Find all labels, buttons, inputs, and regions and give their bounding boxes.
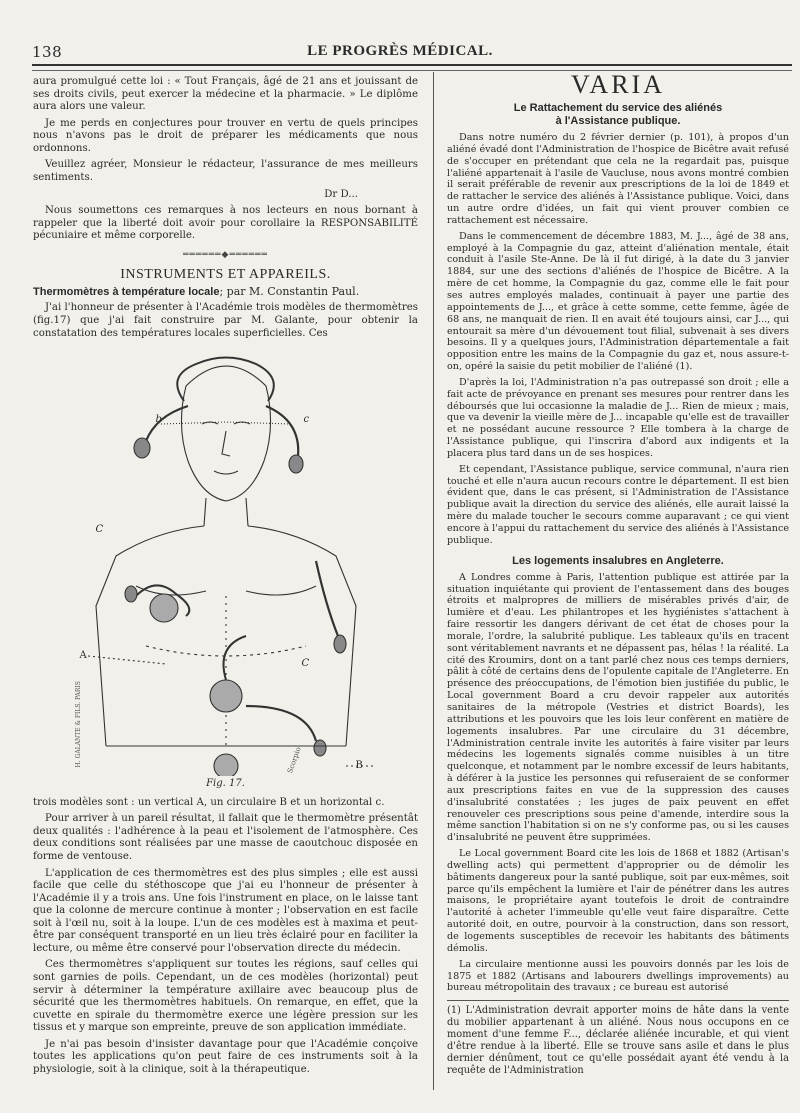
article-paragraph: J'ai l'honneur de présenter à l'Académie trois modèles de thermomètres (fig.17) que j'ai fait construire par M. Galante, pour obtenir la constatation des températures locales superficielles. Ces xyxy=(33,302,418,339)
editorial-note: Nous soumettons ces remarques à nos lecteurs en nous bornant à rappeler que la liberté doit avoir pour corollaire la RESPONSABILITÉ pécuniaire et même corporelle. xyxy=(33,205,418,242)
figure-caption: Fig. 17. xyxy=(206,778,245,790)
page-number: 138 xyxy=(32,43,63,61)
article-paragraph: Et cependant, l'Assistance publique, service communal, n'aura rien touché et elle n'aura aucun recours contre le département. Il est bien évident que, dans le cas présent, si l'Administration de l'Assistance publique avait la direction du service des aliénés, elle aurait laissé la mère du malade toucher le secours comme auparavant ; ce qui vient encore à l'appui du rattachement du service des aliénés à l'Assistance publique. xyxy=(447,463,789,546)
article-paragraph: trois modèles sont : un vertical A, un circulaire B et un horizontal c. xyxy=(33,796,385,808)
figure-artist-signature: Scorpio xyxy=(285,746,303,775)
thermometer-illustration xyxy=(76,346,376,776)
footnote: (1) L'Administration devrait apporter moins de hâte dans la vente du mobilier appartenant à un aliéné. Nous nous occupons en ce moment d'une femme F..., déclarée aliénée incurable, et qui vient d'être rendue à la liberté. Elle se trouve sans asile et dans le plus dernier dénûment, tout ce qu'elle possédait ayant été vendu à la requête de l'Administration xyxy=(447,1000,789,1077)
article-paragraph: Dans le commencement de décembre 1883, M. J..., âgé de 38 ans, employé à la Compagnie du gaz, atteint d'aliénation mentale, était conduit à l'asile Ste-Anne. De là il fut dirigé, à la date du 3 janvier 1884, sur une des sections d'aliénés de l'hospice de Bicêtre. A la mère de cet homme, la Compagnie du gaz, comme elle le fait pour ses autres employés malades, continuait à payer une partie des appointements de J..., et grâce à cette somme, cette femme, âgée de 68 ans, ne manquait de rien. Il en avait été toujours ainsi, car J..., qui entourait sa mère d'un dévouement tout filial, subvenait à ses divers besoins. Il y a quelques jours, l'Administration départementale a fait opposition entre les mains de la Compagnie du gaz et, nous assure-t-on, opéré la saisie du petit mobilier de l'aliéné (1). xyxy=(447,230,789,373)
letter-closing: Veuillez agréer, Monsieur le rédacteur, l'assurance de mes meilleurs sentiments. xyxy=(33,159,418,183)
article-title-alienes xyxy=(447,102,789,128)
article-author: ; par M. Constantin Paul. xyxy=(219,284,360,298)
article-paragraph: L'application de ces thermomètres est des plus simples ; elle est aussi facile que celle du stéthoscope que j'ai eu l'honneur de présenter à l'Académie il y a trois ans. Une fois l'instrument en place, on le laisse tant que la colonne de mercure continue à monter ; l'observation en est facile soit à l'œil nu, soit à la loupe. L'un de ces modèles est à maxima et peut-être par conséquent transporté en un lieu très éclairé pour en faciliter la lecture, ou même être conservé pour l'observation directe du médecin. xyxy=(33,867,418,954)
figure-label-C-lower: C xyxy=(301,658,310,670)
article-paragraph: A Londres comme à Paris, l'attention publique est attirée par la situation inquiétante qui provient de l'entassement dans des bouges étroits et malpropres de milliers de misérables privés d'air, de lumière et d'eau. Les philantropes et les hygiénistes s'attachent à faire ressortir les dangers dérivant de cet état de choses pour la morale, l'ordre, la salubrité publique. Les tableaux qu'ils en tracent sont véritablement navrants et ne dépassent pas, hélas ! la réalité. La cité des Kroumirs, dont on a tant parlé chez nous ces temps derniers, pâlit à côté de certains dens de l'opulente capitale de l'Angleterre. En présence des préoccupations, de l'émotion bien justifiée du public, le Local government Board a cru devoir rappeler aux autorités sanitaires de la métropole (Vestries et district Boards), les attributions et les pouvoirs que les lois leur confèrent en matière de logements insalubres. Par une circulaire du 31 décembre, l'Administration centrale invite les autorités à faire visiter par leurs médecins les logements signalés comme nuisibles à un titre quelconque, et notamment par le nombre excessif de leurs habitants, à déférer à la justice les personnes qui refuseraient de se conformer aux prescriptions faites en vue de la suppression des causes d'insalubrité constatées ; les juges de paix peuvent en effet renouveler ces prescriptions sous peine d'amende, interdire sous la même sanction l'habitation si on ne s'y conforme pas, ou si les causes d'insalubrité ne peuvent être supprimées. xyxy=(447,571,789,844)
figure-engraver-credit: H. GALANTE & FILS. PARIS xyxy=(74,681,82,768)
letter-intro: aura promulgué cette loi : « Tout Français, âgé de 21 ans et jouissant de ses droits civils, peut exercer la médecine et la pharmacie. » Le diplôme aura alors une valeur. xyxy=(33,76,418,113)
article-paragraph: Ces thermomètres s'appliquent sur toutes les régions, sauf celles qui sont garnies de poils. Cependant, un de ces modèles (horizontal) peut servir à déterminer la température axillaire avec beaucoup plus de sécurité que les thermomètres habituels. On remarque, en effet, que la cuvette en spirale du thermomètre exerce une légère pression sur les tissus et y marque son empreinte, preuve de son application immédiate. xyxy=(33,959,418,1034)
article-paragraph: Le Local government Board cite les lois de 1868 et 1882 (Artisan's dwelling acts) qui permettent d'approprier ou de démolir les bâtiments dangereux pour la santé publique, soit par eux-mêmes, soit parce qu'ils empêchent la lumière et l'air de pénétrer dans les autres maisons, le propriétaire ayant toutefois le droit de contraindre l'autorité à acheter l'immeuble qu'elle veut faire disparaître. Cette autorité doit, en outre, pourvoir à la construction, dans son ressort, de logements susceptibles de recevoir les habitants des bâtiments démolis. xyxy=(447,848,789,954)
journal-title: LE PROGRÈS MÉDICAL. xyxy=(307,43,493,59)
section-title-instruments: INSTRUMENTS ET APPAREILS. xyxy=(120,267,331,283)
article-paragraph: Pour arriver à un pareil résultat, il fallait que le thermomètre présentât deux qualités : l'adhérence à la peau et l'isolement de l'atmosphère. Ces deux conditions sont réalisées par une masse de caoutchouc disposée en forme de ventouse. xyxy=(33,813,418,862)
article-title-line: à l'Assistance publique. xyxy=(555,115,681,127)
letter-paragraph: Je me perds en conjectures pour trouver en vertu de quels principes nous n'avons pas le droit de préparer les médicaments que nous ordonnons. xyxy=(33,117,418,154)
article-paragraph: La circulaire mentionne aussi les pouvoirs donnés par les lois de 1875 et 1882 (Artisans and labourers dwellings improvements) au bureau métropolitain des travaux ; ce bureau est autorisé xyxy=(447,958,789,994)
figure-label-A: A xyxy=(79,650,87,662)
article-paragraph: Je n'ai pas besoin d'insister davantage pour que l'Académie conçoive toutes les applications qu'on peut faire de ces instruments soit à la physiologie, soit à la clinique, soit à la thérapeutique. xyxy=(33,1038,418,1075)
column-divider xyxy=(433,72,434,1090)
figure-17 xyxy=(76,346,376,776)
article-title: Thermomètres à température locale xyxy=(33,285,220,298)
figure-label-b: b xyxy=(155,414,162,426)
figure-label-C-upper: C xyxy=(95,524,104,536)
right-column xyxy=(447,70,789,1077)
letter-signature: Dr D... xyxy=(324,188,358,200)
article-paragraph: D'après la loi, l'Administration n'a pas outrepassé son droit ; elle a fait acte de prévoyance en prenant ses mesures pour rentrer dans les déboursés que lui occasionne la maladie de J... Rien de mieux ; mais, que va devenir la vieille mère de J... incapable qu'elle est de travailler et ne possédant aucune ressource ? Elle tombera à la charge de l'Assistance publique, qui l'inscrira d'abord aux indigents et la placera plus tard dans un de ses hospices. xyxy=(447,376,789,459)
left-column xyxy=(33,76,418,1081)
article-paragraph: Dans notre numéro du 2 février dernier (p. 101), à propos d'un aliéné évadé dont l'Administration de l'hospice de Bicêtre avait refusé de s'occuper en prétendant que cela ne la regardait pas, puisque l'aliéné appartenait à l'asile de Vaucluse, nous avons montré combien il serait préférable de revenir aux prescriptions de la loi de 1849 et de rattacher le service des aliénés à l'Assistance publique. Voici, dans un autre ordre d'idées, un fait qui vient prouver combien ce rattachement est nécessaire. xyxy=(447,132,789,226)
article-title-logements: Les logements insalubres en Angleterre. xyxy=(512,554,724,567)
figure-label-B: B xyxy=(355,760,363,772)
article-title-line: Le Rattachement du service des aliénés xyxy=(513,102,723,114)
article-heading xyxy=(33,286,418,299)
section-title-varia: VARIA xyxy=(571,70,665,99)
section-ornament: ══════◆══════ xyxy=(183,249,268,260)
figure-label-c: c xyxy=(303,414,310,426)
